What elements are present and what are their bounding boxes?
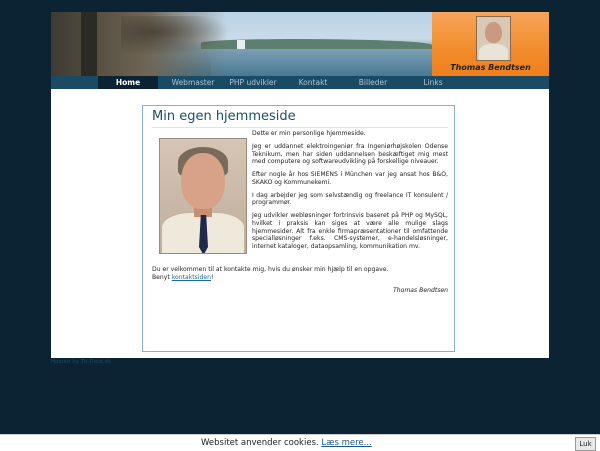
nav-item-billeder[interactable]: Billeder bbox=[358, 78, 388, 87]
cookie-notice bbox=[201, 435, 372, 451]
title-divider bbox=[152, 127, 448, 128]
career-paragraph: Efter nogle år hos SIEMENS i München var jeg ansat hos B&O, SKAKO og Kommunekemi. bbox=[252, 171, 448, 186]
content-area bbox=[51, 89, 549, 358]
contact-paragraph bbox=[152, 266, 448, 281]
header-banner bbox=[51, 12, 549, 76]
banner-name-text: Thomas Bendtsen bbox=[450, 63, 531, 72]
site-wrapper bbox=[51, 12, 549, 358]
education-paragraph: Jeg er uddannet elektroingeniør fra Ingeniørhøjskolen Odense Teknikum, men har siden uddannelsen beskæftiget mig mest med computere og softwareudvikling på forskellige niveauer. bbox=[252, 142, 448, 166]
contact-suffix: ! bbox=[211, 273, 214, 281]
nav-item-php-udvikler[interactable]: PHP udvikler bbox=[229, 78, 277, 87]
nav-item-links[interactable]: Links bbox=[423, 78, 443, 87]
web-solutions-paragraph: Jeg udvikler webløsninger fortrinsvis baseret på PHP og MySQL, hvilket i praksis kan siges at være alle mulige slags hjemmesider. Alt fra enkle firmapræsentationer til omfattende specialløsninger f.eks. CMS-systemer, e-handelsløsninger, internet kataloger, dataopsamling, kommunikation mv. bbox=[252, 212, 448, 250]
footer-hosted-link[interactable]: Hosted by Tb-Data.dk bbox=[51, 359, 112, 365]
portrait-photo bbox=[159, 138, 247, 254]
main-nav bbox=[51, 76, 549, 89]
contact-line-1: Du er velkommen til at kontakte mig, hvis du ønsker min hjælp til en opgave. bbox=[152, 265, 389, 273]
content-box bbox=[142, 105, 455, 352]
cookie-read-more-link[interactable]: Læs mere... bbox=[321, 438, 372, 448]
banner-portrait bbox=[476, 16, 511, 61]
freelance-paragraph: I dag arbejder jeg som selvstændig og freelance IT konsulent / programmør. bbox=[252, 191, 448, 207]
lake-banner-image bbox=[51, 12, 432, 76]
cookie-close-button[interactable]: Luk bbox=[575, 437, 596, 451]
page-title: Min egen hjemmeside bbox=[152, 109, 296, 124]
contact-prefix: Benyt bbox=[152, 273, 172, 281]
nav-item-webmaster[interactable]: Webmaster bbox=[171, 78, 215, 87]
cookie-text: Websitet anvender cookies. bbox=[201, 438, 319, 448]
contact-page-link[interactable]: kontaktsiden bbox=[171, 273, 212, 281]
nav-item-home[interactable]: Home bbox=[98, 76, 158, 89]
banner-name-panel bbox=[432, 12, 549, 76]
signature: Thomas Bendtsen bbox=[393, 287, 448, 295]
cookie-bar bbox=[0, 434, 600, 451]
intro-paragraph: Dette er min personlige hjemmeside. bbox=[252, 130, 366, 137]
nav-item-kontakt[interactable]: Kontakt bbox=[298, 78, 328, 87]
